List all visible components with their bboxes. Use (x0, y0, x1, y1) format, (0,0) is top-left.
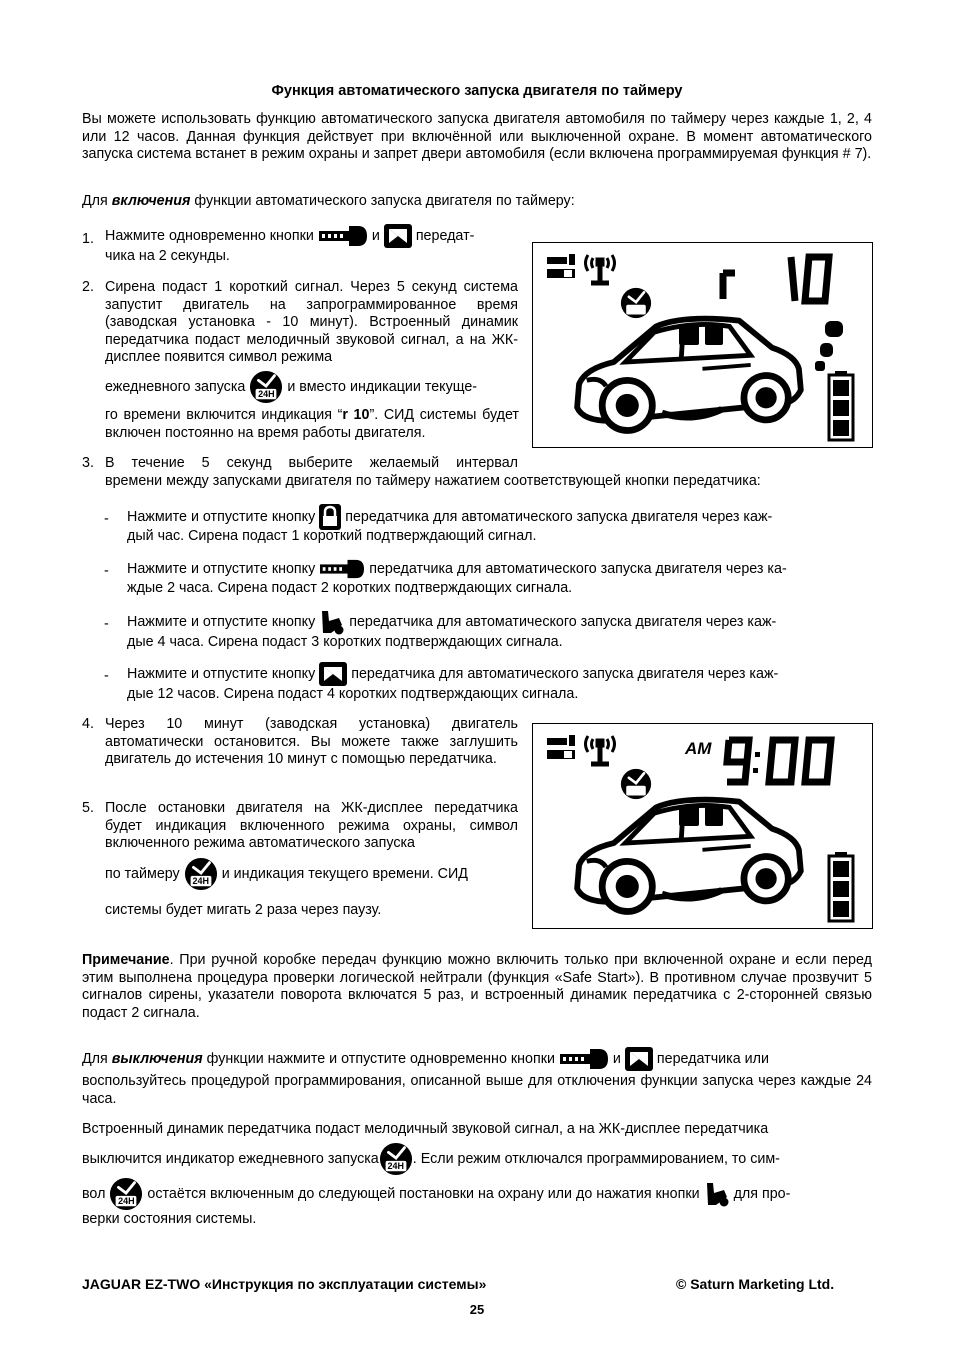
bullet-3-pre: Нажмите и отпустите кнопку (127, 614, 316, 630)
step-2-number: 2. (82, 279, 94, 295)
disable-text-a: функции нажмите и отпустите одновременно кнопки (202, 1051, 555, 1067)
final-text-b: выключится индикатор ежедневного запуска (82, 1151, 379, 1167)
step-2-indication: r 10 (342, 407, 370, 423)
page-number: 25 (469, 1302, 485, 1317)
final-line-3 (82, 1176, 872, 1212)
final-line-1: Встроенный динамик передатчика подаст мелодичный звуковой сигнал, а на ЖК-дисплее передатчика (82, 1121, 769, 1137)
antenna-signal-icon (586, 255, 615, 283)
step-2-line-icon (105, 369, 519, 405)
step-3-line-1: В течение 5 секунд выберите желаемый интервал (105, 455, 518, 471)
icon-label: 24H (387, 1161, 405, 1172)
footer-copyright: © Saturn Marketing Ltd. (676, 1276, 835, 1292)
page-title: Функция автоматического запуска двигателя по таймеру (271, 83, 683, 99)
enable-pre: Для (82, 193, 112, 209)
key-button-icon (559, 1047, 609, 1071)
step-5-line-icon (105, 856, 519, 928)
bullet-1-line-1 (127, 503, 873, 531)
enable-bold: включения (111, 193, 191, 209)
lcd-clock-mode-graphic (533, 724, 872, 928)
enable-post: функции автоматического запуска двигателя по таймеру: (190, 193, 575, 209)
daily-start-24h-icon (109, 1177, 143, 1211)
unlock-button-icon (704, 1181, 730, 1207)
battery-indicator-icon (547, 735, 575, 759)
key-button-icon (318, 224, 368, 248)
icon-label: 24H (192, 876, 209, 887)
lcd-24h-icon (621, 288, 651, 318)
step-1-line-2: чика на 2 секунды. (105, 248, 230, 264)
bullet-1-line-2: дый час. Сирена подаст 1 короткий подтверждающий сигнал. (127, 528, 537, 544)
final-line-4: верки состояния системы. (82, 1211, 257, 1227)
step-5-paragraph: После остановки двигателя на ЖК-дисплее передатчика будет индикация включенного режима охраны, символ включенного режима автоматического запуска (105, 800, 518, 852)
step-1-line-1 (105, 224, 519, 248)
lcd-lock-icon (705, 325, 723, 345)
step-5-number: 5. (82, 800, 94, 816)
lcd-lock-icon (705, 806, 723, 826)
disable-paragraph: воспользуйтесь процедурой программирования, описанной выше для отключения функции запуска через каждые 24 часа. (82, 1073, 872, 1107)
lcd-ampm: AM (685, 739, 712, 758)
step-4-paragraph: Через 10 минут (заводская установка) двигатель автоматически остановится. Вы можете также заглушить двигатель до истечения 10 минут с помощью передатчика. (105, 716, 518, 768)
note-paragraph (82, 952, 872, 1022)
bullet-1-pre: Нажмите и отпустите кнопку (127, 509, 316, 525)
disable-line-1 (82, 1046, 872, 1072)
segment-digits (727, 740, 831, 782)
step-1-number: 1. (82, 231, 94, 247)
step-5-text-c: и индикация текущего времени. СИД системы будет мигать 2 раза через паузу. (105, 866, 468, 918)
disable-pre: Для (82, 1051, 112, 1067)
lcd-display-run-mode (532, 242, 873, 448)
step-2-text-d: го времени включится индикация “ (105, 407, 343, 423)
trunk-button-icon (319, 662, 347, 686)
lcd-run-mode-graphic (533, 243, 872, 447)
note-label: Примечание (82, 952, 170, 968)
disable-text-b: и (612, 1051, 621, 1067)
footer-title: JAGUAR EZ-TWO «Инструкция по эксплуатации системы» (82, 1276, 487, 1292)
step-4-number: 4. (82, 716, 94, 732)
step-2-text-c: и вместо индикации текуще- (287, 379, 478, 395)
step-5-text-b: по таймеру (105, 866, 180, 882)
final-text-c: . Если режим отключался программированием, то сим- (412, 1151, 780, 1167)
bullet-4-line-1 (127, 660, 873, 688)
unlock-button-icon (319, 609, 345, 635)
step-1-text-b: и (371, 228, 380, 244)
icon-label: 24H (258, 389, 275, 400)
icon-label: 24H (118, 1196, 135, 1207)
final-text-d: вол (82, 1186, 106, 1202)
daily-start-24h-icon (249, 370, 283, 404)
battery-level-icon (829, 371, 853, 440)
lock-button-icon (319, 504, 341, 530)
bullet-2-post: передатчика для автоматического запуска двигателя через ка- (369, 561, 787, 577)
lcd-alarm-icon (679, 325, 699, 345)
bullet-2-pre: Нажмите и отпустите кнопку (127, 561, 316, 577)
battery-indicator-icon (547, 254, 575, 278)
bullet-4-post: передатчика для автоматического запуска двигателя через каж- (351, 666, 779, 682)
step-2-tail (105, 407, 519, 442)
step-2-text-b: ежедневного запуска (105, 379, 246, 395)
bullet-3-line-1 (127, 608, 873, 636)
bullet-2-dash: - (104, 563, 109, 579)
battery-level-icon (829, 852, 853, 921)
antenna-signal-icon (586, 736, 615, 764)
final-text-f: для про- (733, 1186, 791, 1202)
daily-start-24h-icon (184, 857, 218, 891)
enable-paragraph (82, 193, 872, 211)
bullet-4-pre: Нажмите и отпустите кнопку (127, 666, 316, 682)
bullet-2-line-1 (127, 555, 873, 583)
bullet-4-dash: - (104, 668, 109, 684)
trunk-button-icon (384, 224, 412, 248)
lcd-display-clock-mode (532, 723, 873, 929)
note-text: . При ручной коробке передач функцию можно включить только при включенной охране и если перед этим выполнена процедура проверки логической нейтрали (функция «Safe Start»). В противном случае прозвучит 5 сигналов сирены, указатели поворота включатся 5 раз, и встроенный динамик передатчика с 2-сторонней связью подаст 2 сигнала. (82, 952, 872, 1021)
step-2-paragraph: Сирена подаст 1 короткий сигнал. Через 5 секунд система запустит двигатель на запрограммированное время (заводская установка - 10 минут). Встроенный динамик передатчика подаст мелодичный звуковой сигнал, а на ЖК-дисплее появится символ режима (105, 279, 518, 366)
final-line-2 (82, 1141, 872, 1177)
bullet-1-post: передатчика для автоматического запуска двигателя через каж- (345, 509, 773, 525)
lcd-dots (815, 321, 843, 371)
step-2-text-f: ”. СИД системы будет включен постоянно на время работы двигателя. (105, 407, 519, 441)
bullet-1-dash: - (104, 511, 109, 527)
bullet-3-post: передатчика для автоматического запуска двигателя через каж- (349, 614, 777, 630)
step-1-text-a: Нажмите одновременно кнопки (105, 228, 314, 244)
intro-paragraph: Вы можете использовать функцию автоматического запуска двигателя автомобиля по таймеру через каждые 1, 2, 4 или 12 часов. Данная функция действует при включённой или выключенной охране. В момент автоматического запуска система встанет в режим охраны и запрет двери автомобиля (если включена программируемая функция # 7). (82, 111, 872, 163)
step-3-line-2: времени между запусками двигателя по таймеру нажатием соответствующей кнопки передатчика: (105, 473, 761, 489)
bullet-4-line-2: дые 12 часов. Сирена подаст 4 коротких подтверждающих сигнала. (127, 686, 579, 702)
disable-text-c: передатчика или (656, 1051, 769, 1067)
disable-bold: выключения (111, 1051, 203, 1067)
step-1-text-c: передат- (415, 228, 475, 244)
bullet-2-line-2: ждые 2 часа. Сирена подаст 2 коротких подтверждающих сигнала. (127, 580, 573, 596)
lcd-alarm-icon (679, 806, 699, 826)
daily-start-24h-icon (379, 1142, 413, 1176)
bullet-3-line-2: дые 4 часа. Сирена подаст 3 коротких подтверждающих сигнала. (127, 634, 563, 650)
bullet-3-dash: - (104, 616, 109, 632)
trunk-button-icon (625, 1047, 653, 1071)
segment-digits (723, 257, 829, 301)
lcd-24h-icon (621, 769, 651, 799)
step-3-number: 3. (82, 455, 94, 471)
key-button-icon (319, 558, 365, 580)
final-text-e: остаётся включенным до следующей постановки на охрану или до нажатия кнопки (147, 1186, 700, 1202)
